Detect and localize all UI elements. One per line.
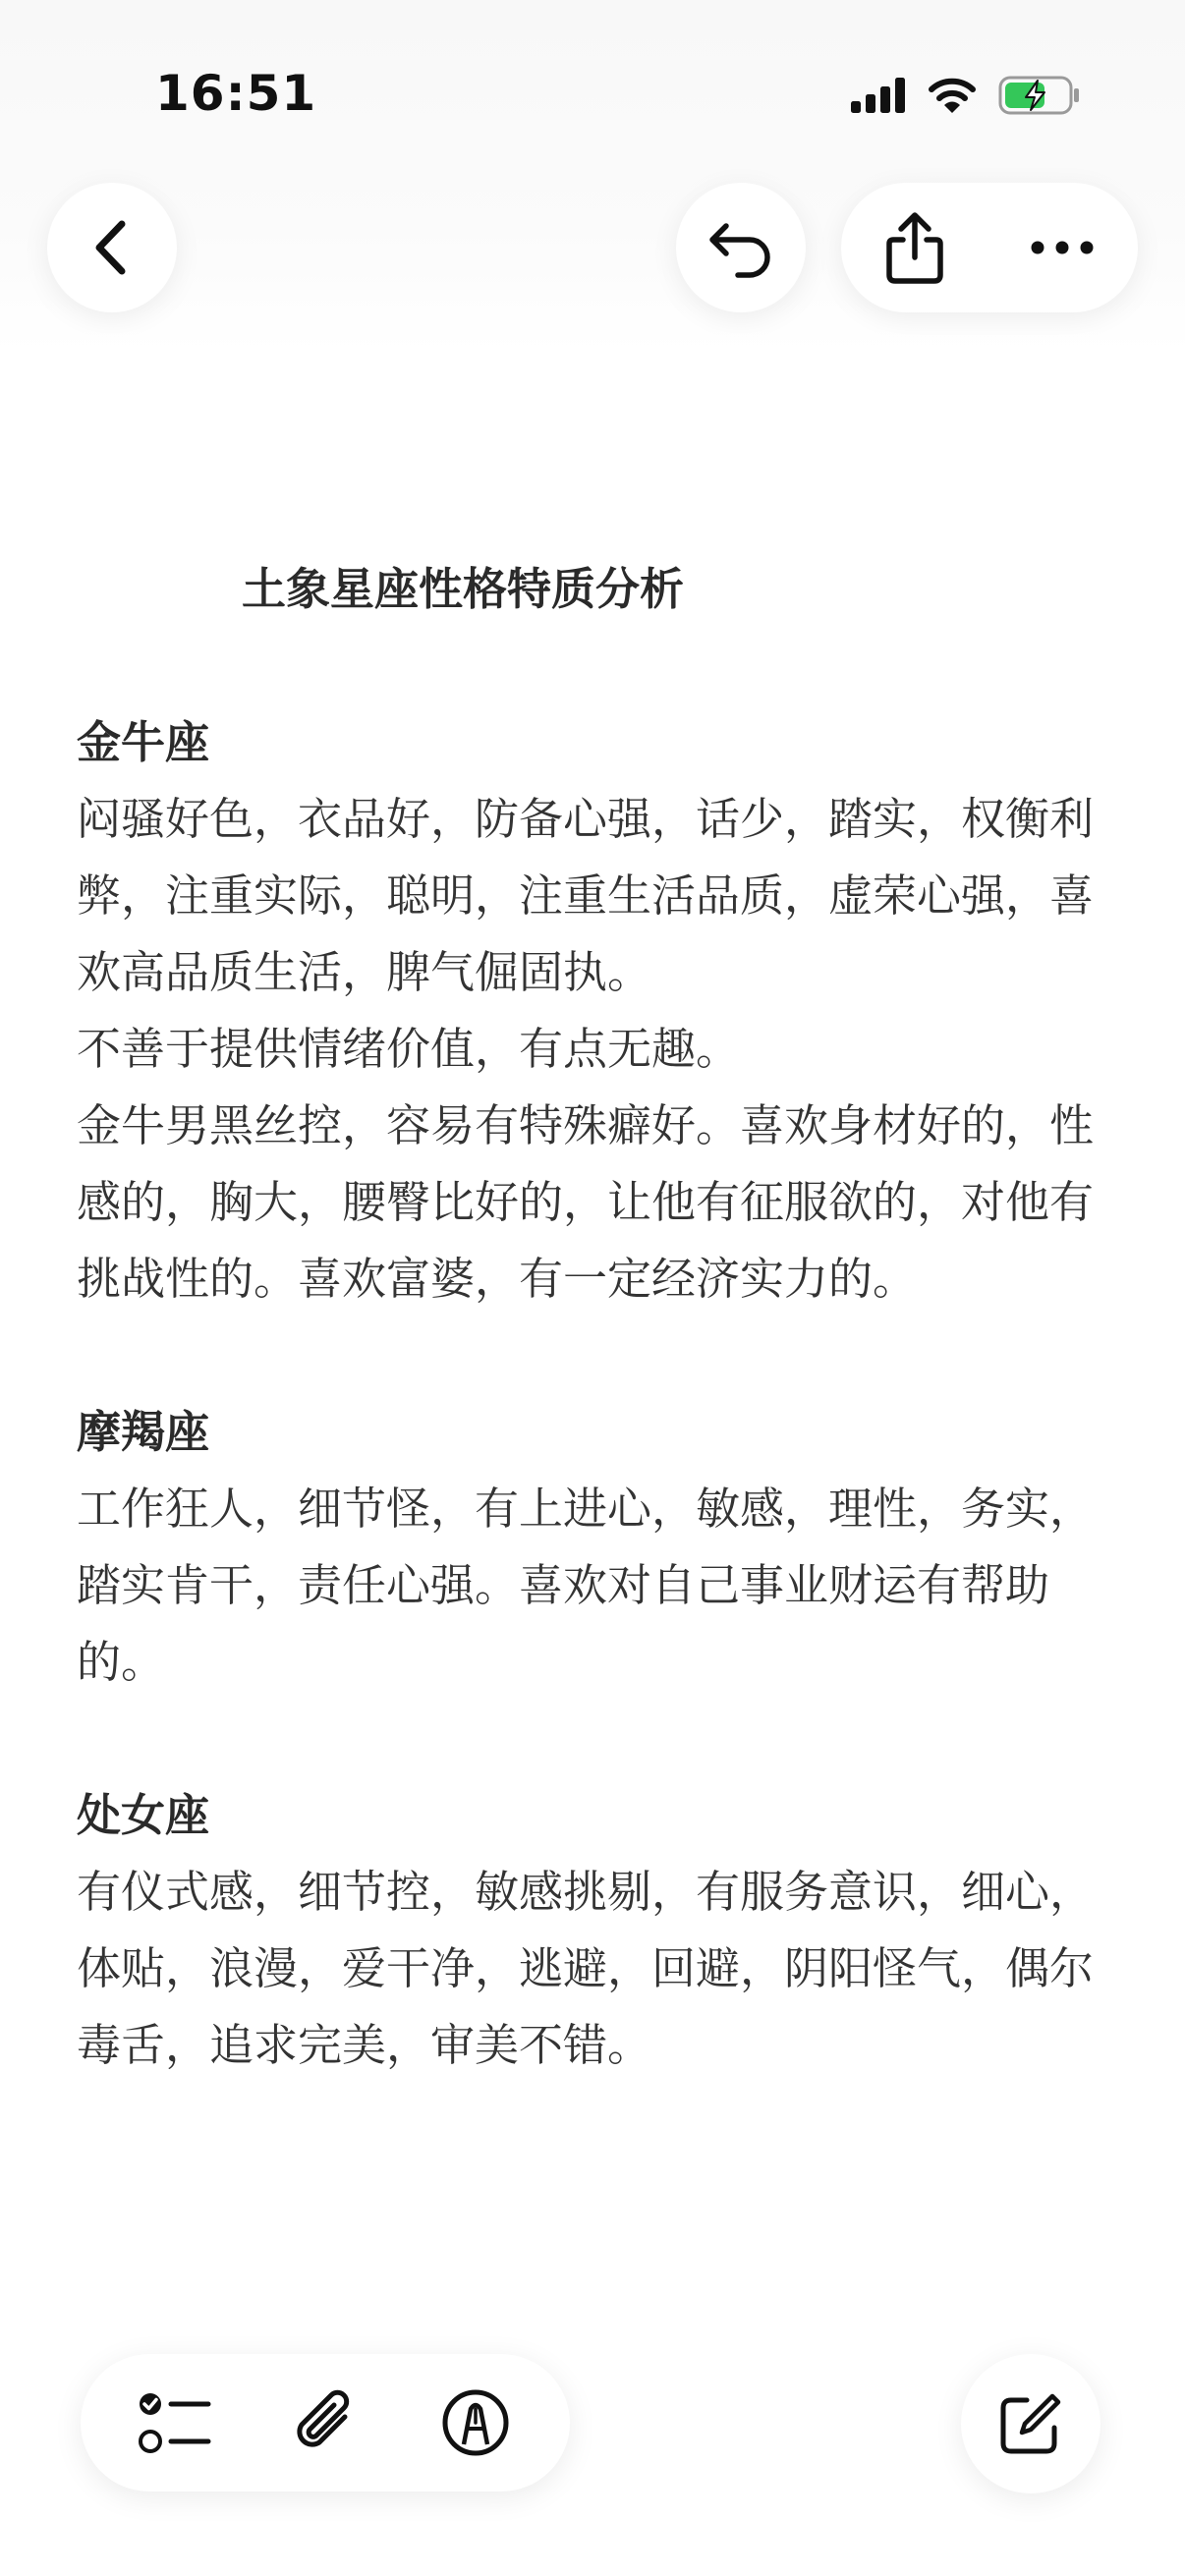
paperclip-icon <box>290 2387 361 2458</box>
checklist-icon <box>138 2388 212 2457</box>
share-more-group <box>841 183 1138 312</box>
pen-tip-icon <box>440 2387 511 2458</box>
compose-button[interactable] <box>961 2354 1100 2493</box>
more-button[interactable] <box>988 183 1136 312</box>
paragraph: 金牛男黑丝控，容易有特殊癖好。喜欢身材好的，性感的，胸大，腰臀比好的，让他有征服欲的，对他有挑战性的。喜欢富婆，有一定经济实力的。 <box>77 1099 1095 1305</box>
checklist-button[interactable] <box>116 2364 234 2482</box>
section-heading: 金牛座 <box>77 716 210 768</box>
undo-button[interactable] <box>676 183 806 312</box>
back-button[interactable] <box>47 183 177 312</box>
note-title: 土象星座性格特质分析 <box>242 563 685 615</box>
attachment-button[interactable] <box>266 2364 384 2482</box>
battery-charging-icon <box>998 76 1081 115</box>
section-heading: 处女座 <box>77 1789 210 1841</box>
paragraph: 工作狂人，细节怪，有上进心，敏感，理性，务实，踏实肯干，责任心强。喜欢对自己事业财运有帮助的。 <box>77 1483 1095 1688</box>
paragraph: 有仪式感，细节控，敏感挑剔，有服务意识，细心，体贴，浪漫，爱干净，逃避，回避，阴阳怪气，偶尔毒舌，追求完美，审美不错。 <box>77 1866 1095 2071</box>
status-bar <box>0 0 1185 187</box>
section-taurus <box>77 704 1118 1317</box>
cellular-signal-icon <box>851 78 906 113</box>
ellipsis-icon <box>1030 240 1095 255</box>
chevron-left-icon <box>87 218 137 277</box>
markup-button[interactable] <box>417 2364 535 2482</box>
bottom-toolbar <box>81 2354 570 2492</box>
paragraph: 闷骚好色，衣品好，防备心强，话少，踏实，权衡利弊，注重实际，聪明，注重生活品质，虚荣心强，喜欢高品质生活，脾气倔固执。 <box>77 793 1095 998</box>
status-icons <box>851 71 1081 120</box>
section-capricorn <box>77 1394 1118 1701</box>
undo-icon <box>706 216 775 279</box>
section-heading: 摩羯座 <box>77 1406 210 1458</box>
paragraph: 不善于提供情绪价值，有点无趣。 <box>77 1023 741 1075</box>
share-button[interactable] <box>841 183 988 312</box>
note-body[interactable] <box>77 550 1118 2084</box>
share-icon <box>883 210 946 285</box>
wifi-icon <box>928 77 977 114</box>
compose-icon <box>997 2390 1064 2457</box>
status-time: 16:51 <box>155 65 317 122</box>
section-virgo <box>77 1777 1118 2084</box>
